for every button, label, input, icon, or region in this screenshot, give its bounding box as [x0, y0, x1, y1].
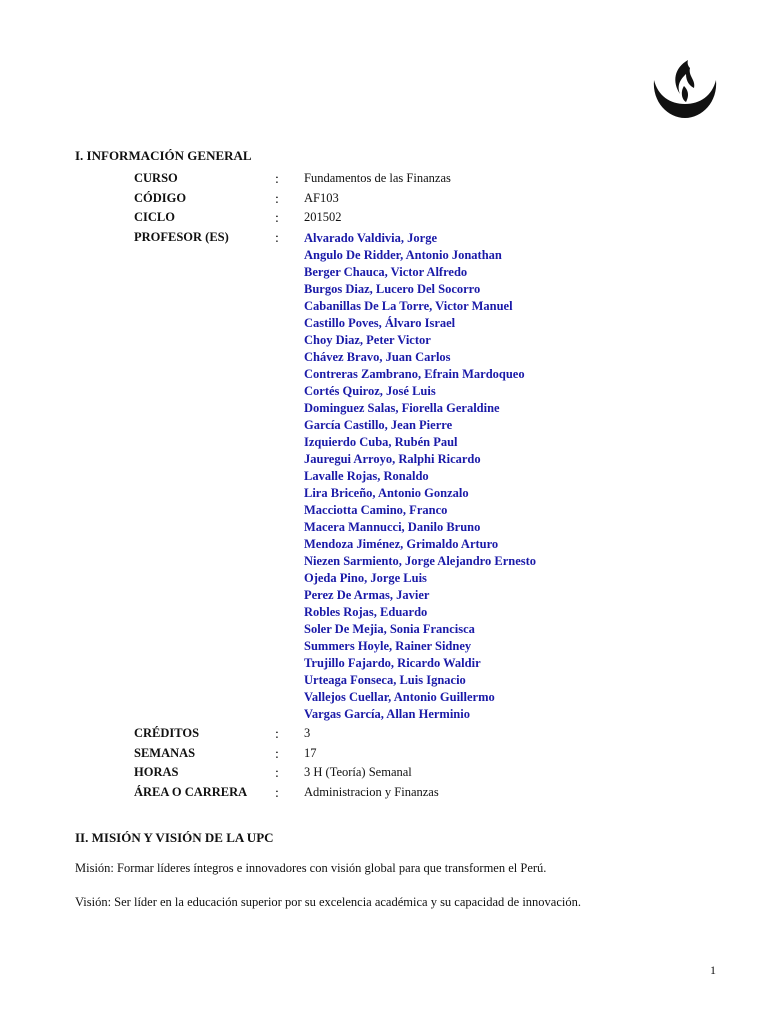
field-value-curso: Fundamentos de las Finanzas	[304, 171, 451, 185]
field-colon: :	[275, 786, 279, 801]
professor-item: Contreras Zambrano, Efrain Mardoqueo	[304, 367, 525, 381]
professor-item: Choy Diaz, Peter Victor	[304, 333, 431, 347]
professor-item: Izquierdo Cuba, Rubén Paul	[304, 435, 458, 449]
field-label-creditos: CRÉDITOS	[134, 726, 200, 740]
professor-item: Cabanillas De La Torre, Victor Manuel	[304, 299, 513, 313]
professor-item: Burgos Diaz, Lucero Del Socorro	[304, 282, 481, 296]
field-colon: :	[275, 727, 279, 742]
professor-item: Perez De Armas, Javier	[304, 588, 430, 602]
field-colon: :	[275, 231, 279, 246]
field-label-area-carrera: ÁREA O CARRERA	[134, 785, 248, 799]
mision-paragraph: Misión: Formar líderes íntegros e innovadores con visión global para que transformen el Perú.	[75, 861, 547, 875]
professor-item: Vallejos Cuellar, Antonio Guillermo	[304, 690, 495, 704]
professor-list	[304, 230, 536, 723]
vision-paragraph: Visión: Ser líder en la educación superior por su excelencia académica y su capacidad de innovación.	[75, 895, 581, 909]
field-label-codigo: CÓDIGO	[134, 191, 187, 205]
field-label-semanas: SEMANAS	[134, 746, 196, 760]
professor-item: Summers Hoyle, Rainer Sidney	[304, 639, 472, 653]
professor-item: Urteaga Fonseca, Luis Ignacio	[304, 673, 466, 687]
professor-item: Lira Briceño, Antonio Gonzalo	[304, 486, 469, 500]
page-number: 1	[710, 963, 716, 977]
section-title-mision-vision: II. MISIÓN Y VISIÓN DE LA UPC	[75, 830, 274, 845]
field-label-horas: HORAS	[134, 765, 179, 779]
professor-item: Alvarado Valdivia, Jorge	[304, 231, 437, 245]
field-label-curso: CURSO	[134, 171, 178, 185]
field-label-ciclo: CICLO	[134, 210, 175, 224]
professor-item: Angulo De Ridder, Antonio Jonathan	[304, 248, 502, 262]
field-value-creditos: 3	[304, 726, 311, 740]
field-colon: :	[275, 747, 279, 762]
field-value-semanas: 17	[304, 746, 317, 760]
professor-item: Mendoza Jiménez, Grimaldo Arturo	[304, 537, 499, 551]
professor-item: Castillo Poves, Álvaro Israel	[304, 316, 456, 330]
professor-item: Niezen Sarmiento, Jorge Alejandro Ernesto	[304, 554, 537, 568]
professor-item: Robles Rojas, Eduardo	[304, 605, 428, 619]
field-value-codigo: AF103	[304, 191, 339, 205]
professor-item: Macciotta Camino, Franco	[304, 503, 448, 517]
professor-item: Macera Mannucci, Danilo Bruno	[304, 520, 481, 534]
upc-logo-icon	[650, 58, 720, 122]
professor-item: Ojeda Pino, Jorge Luis	[304, 571, 427, 585]
professor-item: Vargas García, Allan Herminio	[304, 707, 470, 721]
professor-item: Trujillo Fajardo, Ricardo Waldir	[304, 656, 481, 670]
professor-item: Cortés Quiroz, José Luis	[304, 384, 436, 398]
field-value-ciclo: 201502	[304, 210, 342, 224]
field-colon: :	[275, 766, 279, 781]
field-value-horas: 3 H (Teoría) Semanal	[304, 765, 412, 779]
field-colon: :	[275, 192, 279, 207]
professor-item: Soler De Mejia, Sonia Francisca	[304, 622, 475, 636]
field-colon: :	[275, 172, 279, 187]
field-colon: :	[275, 211, 279, 226]
section-title-informacion-general: I. INFORMACIÓN GENERAL	[75, 148, 252, 163]
field-value-area-carrera: Administracion y Finanzas	[304, 785, 439, 799]
field-label-profesores: PROFESOR (ES)	[134, 230, 229, 244]
professor-item: Chávez Bravo, Juan Carlos	[304, 350, 451, 364]
professor-item: Lavalle Rojas, Ronaldo	[304, 469, 429, 483]
professor-item: Dominguez Salas, Fiorella Geraldine	[304, 401, 500, 415]
professor-item: García Castillo, Jean Pierre	[304, 418, 453, 432]
professor-item: Berger Chauca, Victor Alfredo	[304, 265, 468, 279]
professor-item: Jauregui Arroyo, Ralphi Ricardo	[304, 452, 481, 466]
